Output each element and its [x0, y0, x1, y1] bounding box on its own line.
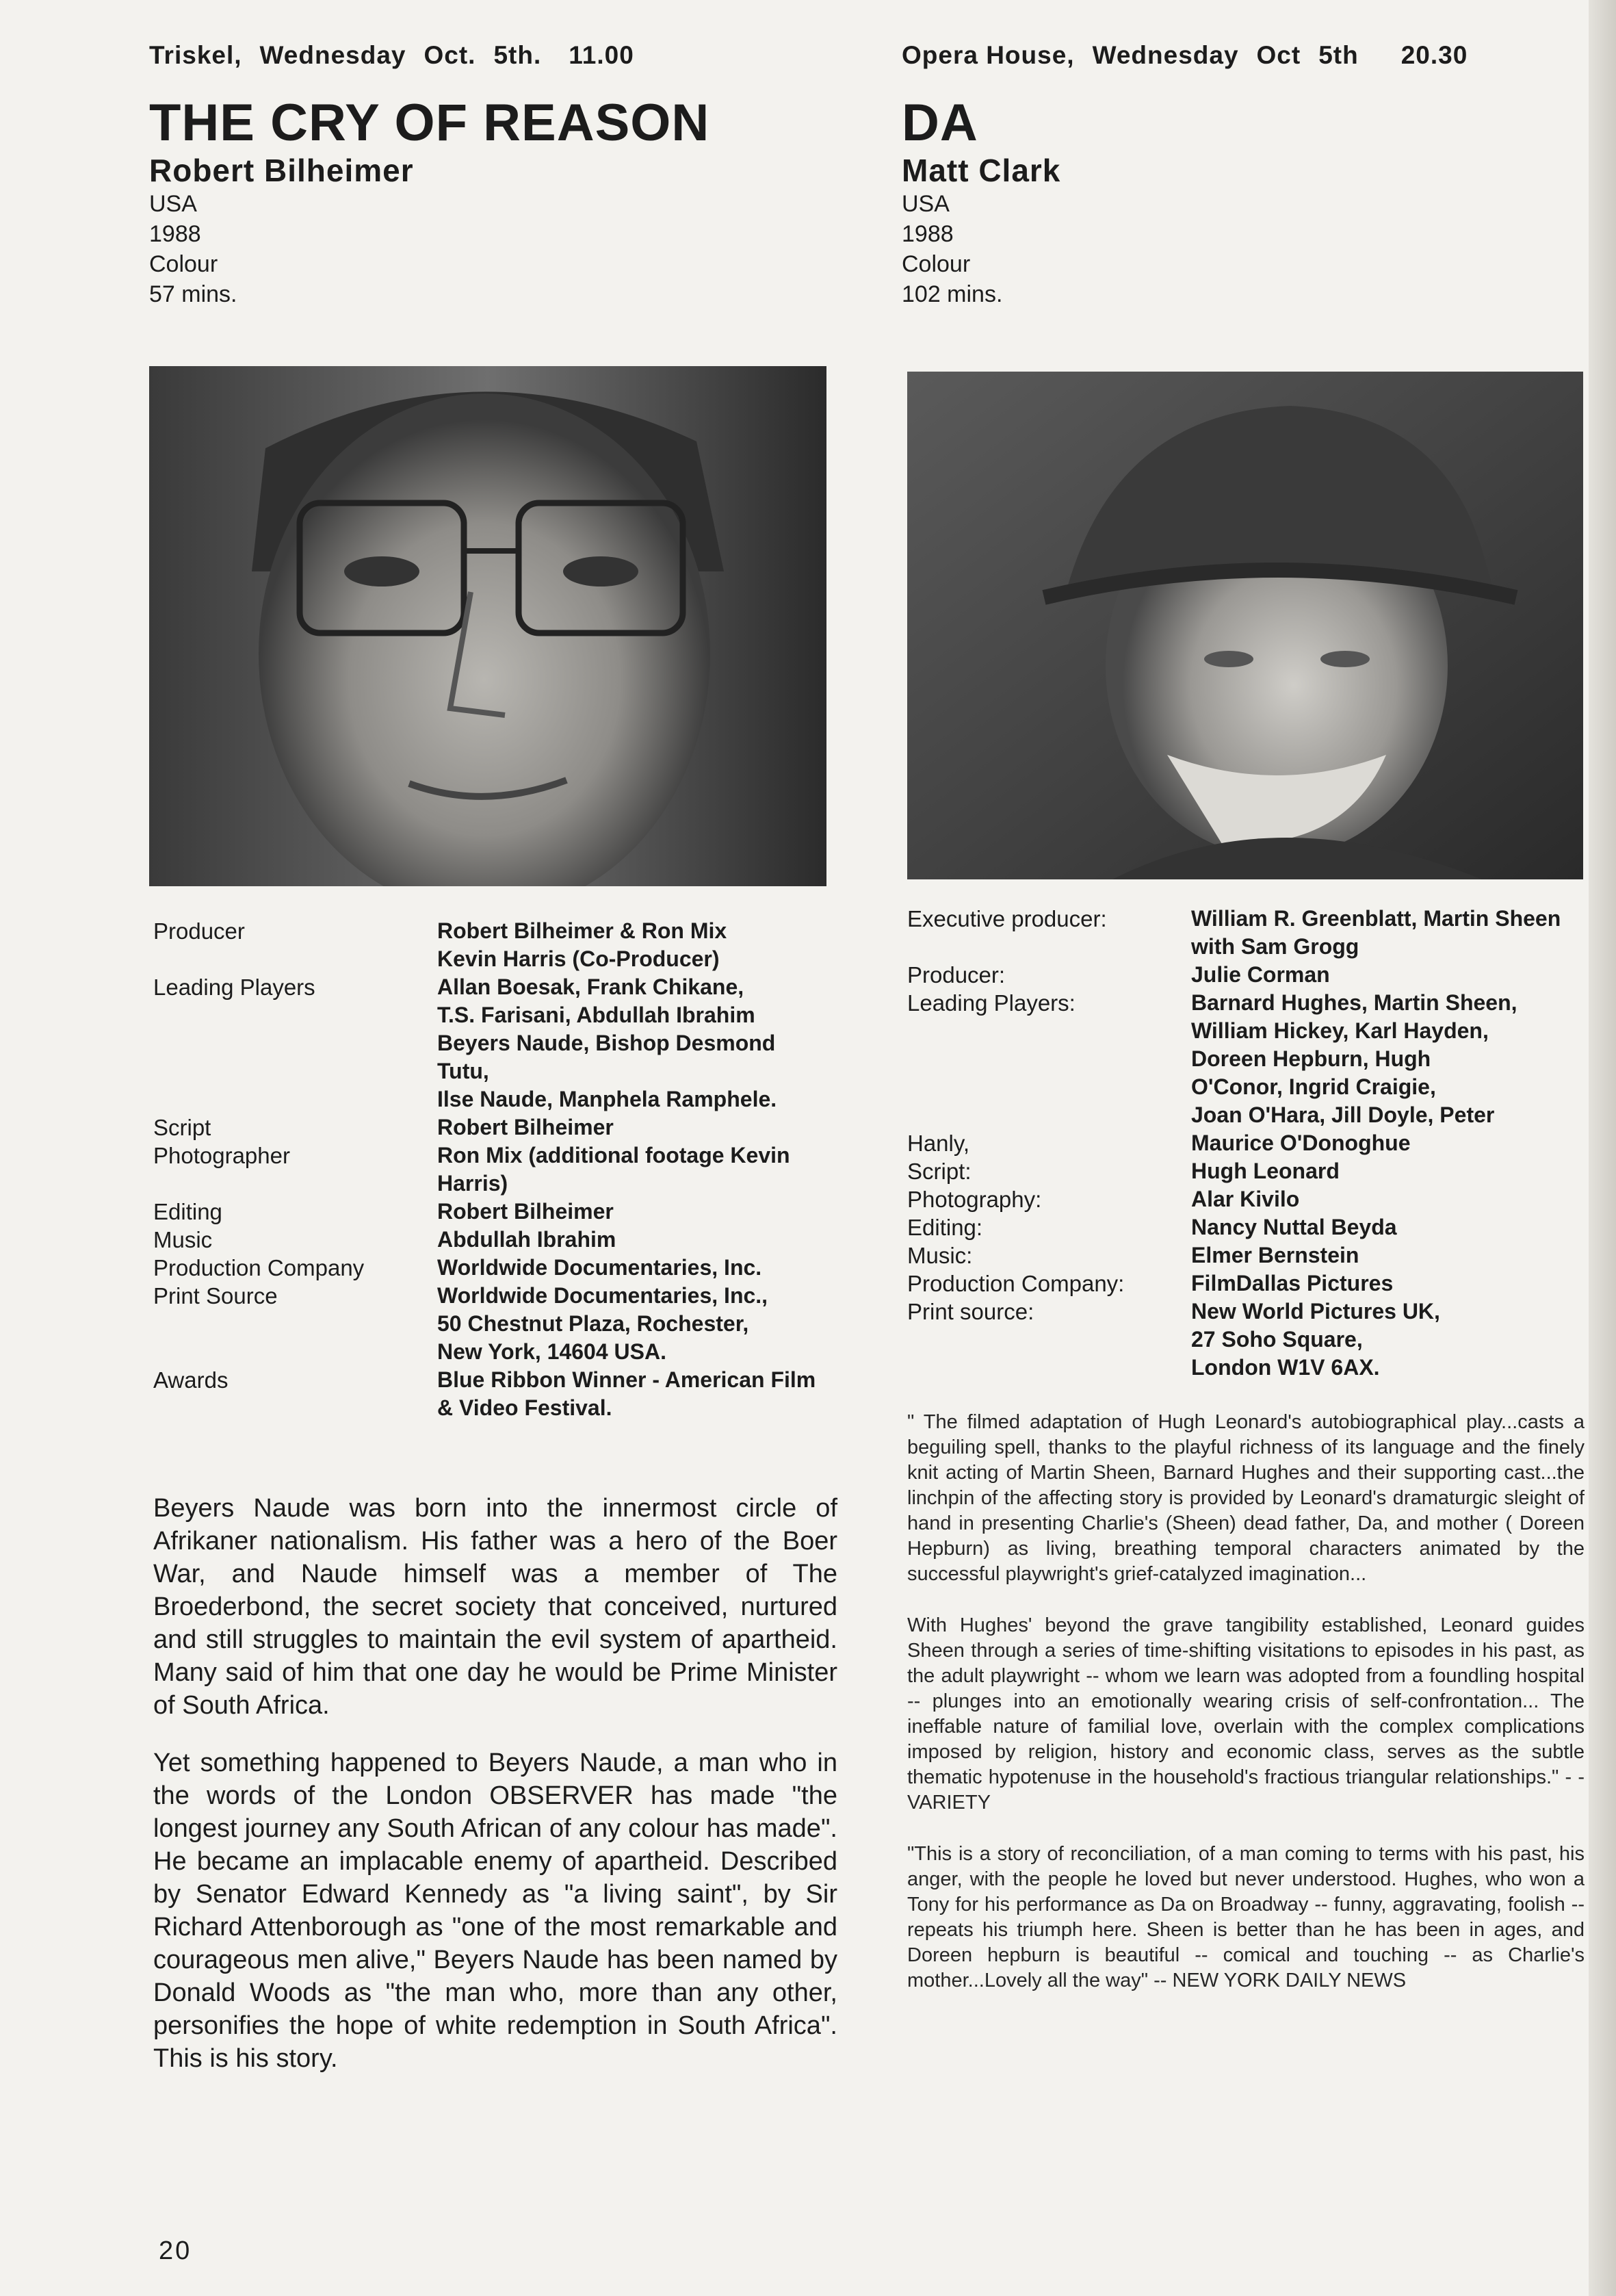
right-film-column [902, 41, 1586, 1991]
credit-label [907, 1101, 1177, 1129]
credit-label: Executive producer: [907, 906, 1107, 931]
credit-label [153, 1394, 423, 1422]
credit-label: Print Source [153, 1283, 278, 1308]
day: Wednesday [1092, 41, 1239, 69]
credit-value: Tutu, [437, 1059, 489, 1083]
credit-label [907, 1073, 1177, 1101]
credit-value: 27 Soho Square, [1191, 1327, 1363, 1352]
credit-label: Producer [153, 918, 245, 944]
credit-label: Editing: [907, 1215, 983, 1240]
credits-list [907, 905, 1585, 1382]
film-title: DA [902, 94, 978, 152]
credit-value: Kevin Harris (Co-Producer) [437, 946, 720, 971]
film-director: Robert Bilheimer [149, 153, 414, 188]
screening-header [149, 41, 847, 70]
credit-value: Julie Corman [1191, 962, 1330, 987]
date-number: 5th [1318, 41, 1359, 69]
film-year: 1988 [902, 221, 954, 247]
film-format: Colour [149, 251, 218, 277]
credit-value: Allan Boesak, Frank Chikane, [437, 975, 744, 999]
screening-time: 11.00 [569, 41, 634, 69]
screening-header [902, 41, 1586, 70]
credit-label [153, 945, 423, 973]
credit-value: Worldwide Documentaries, Inc. [437, 1255, 762, 1280]
credit-label: Production Company [153, 1255, 365, 1280]
film-runtime: 57 mins. [149, 281, 237, 307]
credit-value: Hugh Leonard [1191, 1159, 1340, 1183]
credit-label: Editing [153, 1199, 222, 1224]
credit-label [153, 1310, 423, 1338]
credit-value: William Hickey, Karl Hayden, [1191, 1018, 1489, 1043]
credit-value: Nancy Nuttal Beyda [1191, 1215, 1397, 1239]
credit-value: Barnard Hughes, Martin Sheen, [1191, 990, 1517, 1015]
credit-value: Abdullah Ibrahim [437, 1227, 616, 1252]
credit-value: with Sam Grogg [1191, 934, 1359, 959]
credit-value: O'Conor, Ingrid Craigie, [1191, 1074, 1436, 1099]
credit-label [907, 1017, 1177, 1045]
credit-label: Photography: [907, 1187, 1042, 1212]
film-still-photo [907, 372, 1583, 879]
credit-label [153, 1170, 423, 1198]
portrait-photo [149, 366, 826, 886]
credit-value: Robert Bilheimer [437, 1115, 614, 1139]
credit-label: Production Company: [907, 1271, 1125, 1296]
credit-value: Doreen Hepburn, Hugh [1191, 1046, 1431, 1071]
venue: Opera House, [902, 41, 1075, 69]
credit-label: Script: [907, 1159, 972, 1184]
credit-label [907, 933, 1177, 961]
venue: Triskel, [149, 41, 242, 69]
credit-label: Leading Players [153, 975, 315, 1000]
credit-label: Awards [153, 1367, 229, 1393]
credit-value: Robert Bilheimer & Ron Mix [437, 918, 727, 943]
review-quotes [907, 1410, 1585, 2020]
credit-value: New World Pictures UK, [1191, 1299, 1440, 1324]
film-director: Matt Clark [902, 153, 1061, 188]
credit-value: & Video Festival. [437, 1395, 612, 1420]
day: Wednesday [259, 41, 406, 69]
review-paragraph: " The filmed adaptation of Hugh Leonard's autobiographical play...casts a beguiling spell, thanks to the playful richness of its language and the finely knit acting of Martin Sheen, Barnard Hughes and their supporting cast...the linchpin of the affecting story is provided by Leonard's dramaturgic sleight of hand in presenting Charlie's (Sheen) dead father, Da, and mother ( Doreen Hepburn) as living, breathing temporal characters animated by the successful playwright's grief-catalyzed imagination... [907, 1411, 1585, 1585]
credit-label [907, 1326, 1177, 1354]
film-runtime: 102 mins. [902, 281, 1003, 307]
credit-label: Script [153, 1115, 211, 1140]
film-country: USA [902, 191, 950, 217]
credit-value: London W1V 6AX. [1191, 1355, 1380, 1380]
credit-label [153, 1029, 423, 1057]
film-country: USA [149, 191, 197, 217]
credit-value: New York, 14604 USA. [437, 1339, 666, 1364]
credit-label [907, 1354, 1177, 1382]
credit-value: Beyers Naude, Bishop Desmond [437, 1031, 776, 1055]
credit-label: Print source: [907, 1299, 1034, 1324]
credit-value: Joan O'Hara, Jill Doyle, Peter [1191, 1102, 1495, 1127]
credit-value: Blue Ribbon Winner - American Film [437, 1367, 816, 1392]
credit-value: Maurice O'Donoghue [1191, 1131, 1411, 1155]
film-meta [149, 189, 847, 309]
credit-value: FilmDallas Pictures [1191, 1271, 1394, 1295]
credit-label [153, 1057, 423, 1085]
credit-value: Ilse Naude, Manphela Ramphele. [437, 1087, 777, 1111]
review-paragraph: With Hughes' beyond the grave tangibility established, Leonard guides Sheen through a series of time-shifting visitations to episodes in his past, as the adult playwright -- whom we learn was adopted from a foundling hospital -- plunges into an emotionally wearing crisis of self-confrontation... The ineffable nature of familial love, overlain with the complex complications imposed by religion, history and economic class, serves as the subtle thematic hypotenuse in the household's fractious triangular relationships." - - VARIETY [907, 1614, 1585, 1814]
left-film-column [149, 41, 847, 2073]
credit-label: Producer: [907, 962, 1006, 988]
credit-value: Robert Bilheimer [437, 1199, 614, 1224]
credit-label [153, 1001, 423, 1029]
credit-label [907, 1045, 1177, 1073]
date: Oct. [423, 41, 476, 69]
credit-value: T.S. Farisani, Abdullah Ibrahim [437, 1003, 755, 1027]
credit-label: Hanly, [907, 1131, 970, 1156]
credit-label: Photographer [153, 1143, 290, 1168]
date-number: 5th. [493, 41, 542, 69]
credit-value: Alar Kivilo [1191, 1187, 1300, 1211]
credit-label: Music [153, 1227, 213, 1252]
credits-list [153, 917, 844, 1422]
synopsis-paragraph: Yet something happened to Beyers Naude, a man who in the words of the London OBSERVER has made "the longest journey any South African of any colour has made". He became an implacable enemy of apartheid. Described by Senator Edward Kennedy as "a living saint", by Sir Richard Attenborough as "one of the most remarkable and courageous men alive," Beyers Naude has been named by Donald Woods as "the man who, more than any other, personifies the hope of white redemption in South Africa". This is his story. [153, 1749, 837, 2073]
credit-value: William R. Greenblatt, Martin Sheen [1191, 906, 1561, 931]
film-format: Colour [902, 251, 971, 277]
credit-label [153, 1338, 423, 1366]
synopsis-paragraph: Beyers Naude was born into the innermost circle of Afrikaner nationalism. His father was a hero of the Boer War, and Naude himself was a member of The Broederbond, the secret society that conceived, nurtured and still struggles to maintain the evil system of apartheid. Many said of him that one day he would be Prime Minister of South Africa. [153, 1494, 837, 1720]
credit-label [153, 1085, 423, 1113]
date: Oct [1256, 41, 1301, 69]
review-paragraph: "This is a story of reconciliation, of a man coming to terms with his past, his anger, with the people he loved but never understood. Hughes, who won a Tony for his performance as Da on Broadway -- funny, aggravating, foolish -- repeats his triumph here. Sheen is better than he has been in ages, and Doreen hepburn is beautiful -- comical and touching -- as Charlie's mother...Lovely all the way" -- NEW YORK DAILY NEWS [907, 1843, 1585, 1991]
screening-time: 20.30 [1400, 41, 1468, 69]
credit-value: Worldwide Documentaries, Inc., [437, 1283, 768, 1308]
page-edge-shadow [1589, 0, 1616, 2296]
credit-label: Leading Players: [907, 990, 1076, 1016]
film-year: 1988 [149, 221, 201, 247]
credit-value: Ron Mix (additional footage Kevin [437, 1143, 790, 1168]
credit-value: 50 Chestnut Plaza, Rochester, [437, 1311, 749, 1336]
page-number: 20 [159, 2236, 192, 2265]
credit-value: Harris) [437, 1171, 508, 1196]
synopsis [153, 1492, 837, 2100]
credit-value: Elmer Bernstein [1191, 1243, 1359, 1267]
credit-label: Music: [907, 1243, 973, 1268]
film-meta [902, 189, 1586, 309]
film-title: THE CRY OF REASON [149, 94, 710, 152]
